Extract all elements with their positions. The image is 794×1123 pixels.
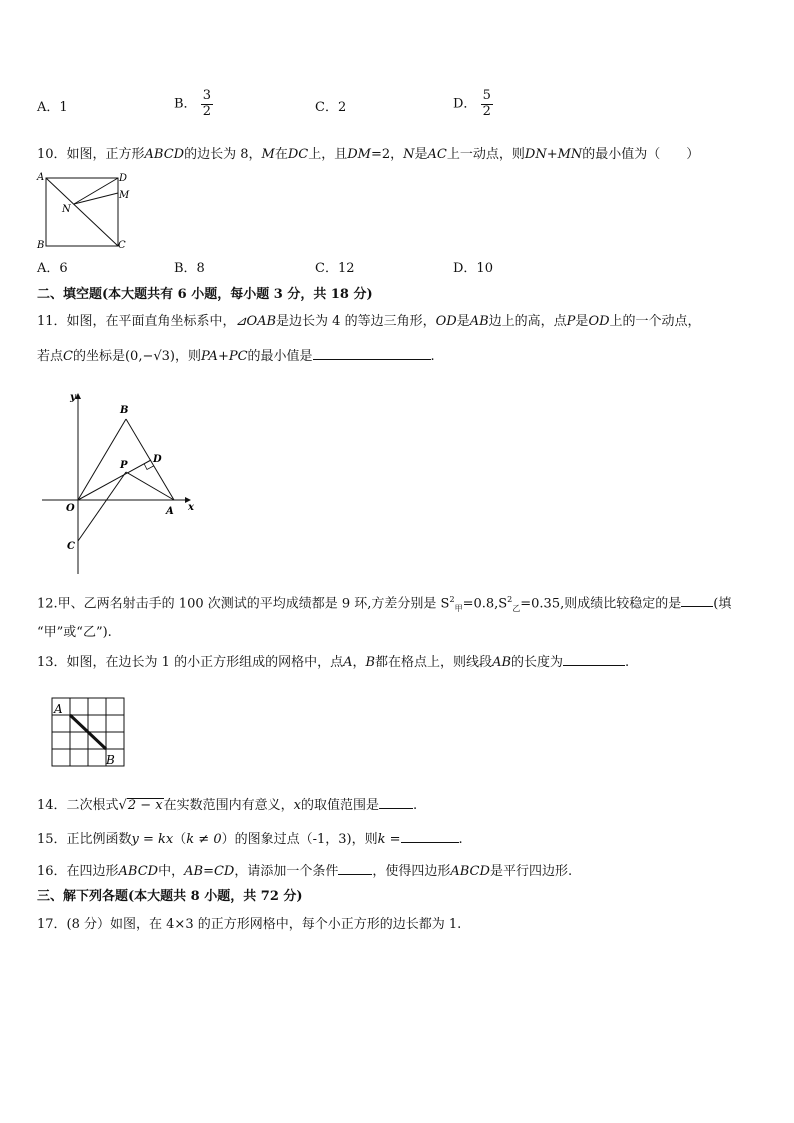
label-c: C [118, 240, 126, 251]
answer-blank[interactable] [313, 358, 431, 360]
q13-grid-figure [48, 694, 130, 770]
q10-option-c: C．12 [315, 261, 355, 276]
q9-option-b: B． $\frac{3}{2}$ [174, 88, 211, 119]
q11-line1: 11．如图，在平面直角坐标系中，⊿OAB是边长为 4 的等边三角形，OD是AB边上的高，点P是OD上的一个动点， [37, 314, 701, 329]
q14-text: 14．二次根式√2 − x在实数范围内有意义，x的取值范围是 . [37, 798, 418, 813]
axis-x-label: x [188, 502, 194, 513]
q13-text: 13．如图，在边长为 1 的小正方形组成的网格中，点A，B都在格点上，则线段AB的长度为 . [37, 655, 630, 670]
answer-blank[interactable] [379, 807, 413, 809]
answer-blank[interactable] [338, 873, 372, 875]
coordinate: (0,−√3) [124, 349, 175, 364]
fraction: $\frac{5}{2}$ [482, 88, 491, 119]
axis-y-label: y [70, 392, 76, 403]
q15-text: 15．正比例函数y = kx（k ≠ 0）的图象过点（-1，3)，则k = . [37, 832, 463, 847]
label-b: B [37, 240, 45, 251]
q17-text: 17．(8 分）如图，在 4×3 的正方形网格中，每个小正方形的边长都为 1. [37, 917, 462, 932]
q9-option-d: D． $\frac{5}{2}$ [453, 88, 491, 119]
point-c-label: C [67, 541, 75, 552]
q10-option-d: D．10 [453, 261, 493, 276]
q12-line2: “甲”或“乙”). [37, 625, 112, 640]
label-a: A [37, 172, 45, 183]
q16-text: 16．在四边形ABCD中，AB=CD，请添加一个条件 ，使得四边形ABCD是平行四边形. [37, 864, 573, 879]
q10-square-figure [34, 168, 134, 252]
q12-line1: 12.甲、乙两名射击手的 100 次测试的平均成绩都是 9 环,方差分别是 $S^2_甲=0.8,S^2_乙=0.35$,则成绩比较稳定的是 (填 [37, 595, 732, 613]
label-d: D [119, 173, 128, 184]
q11-coordinate-figure [36, 388, 206, 578]
point-p-label: P [120, 460, 128, 471]
point-b-label: B [106, 753, 115, 767]
section-2-heading: 二、填空题(本大题共有 6 小题，每小题 3 分，共 18 分) [37, 287, 373, 302]
label-n: N [62, 204, 71, 215]
point-a-label: A [54, 702, 63, 716]
q11-line2: 若点C的坐标是(0,−√3)，则PA+PC的最小值是 . [37, 349, 435, 364]
answer-blank[interactable] [401, 841, 459, 843]
radical: √2 − x [118, 798, 163, 813]
q9-option-a: A．1 [37, 100, 68, 115]
answer-blank[interactable] [681, 605, 713, 607]
q10-option-a: A．6 [37, 261, 68, 276]
answer-blank[interactable] [563, 664, 625, 666]
label-m: M [119, 190, 130, 201]
section-3-heading: 三、解下列各题(本大题共 8 小题，共 72 分) [37, 889, 303, 904]
point-a-label: A [166, 506, 174, 517]
fraction: $\frac{3}{2}$ [202, 88, 211, 119]
origin-label: O [66, 503, 75, 514]
point-d-label: D [153, 454, 162, 465]
q10-text: 10．如图，正方形ABCD的边长为 8，M在DC上，且DM=2，N是AC上一动点，则DN+MN的最小值为（ ） [37, 147, 700, 162]
q9-option-c: C．2 [315, 100, 347, 115]
q10-option-b: B．8 [174, 261, 205, 276]
point-b-label: B [120, 405, 129, 416]
